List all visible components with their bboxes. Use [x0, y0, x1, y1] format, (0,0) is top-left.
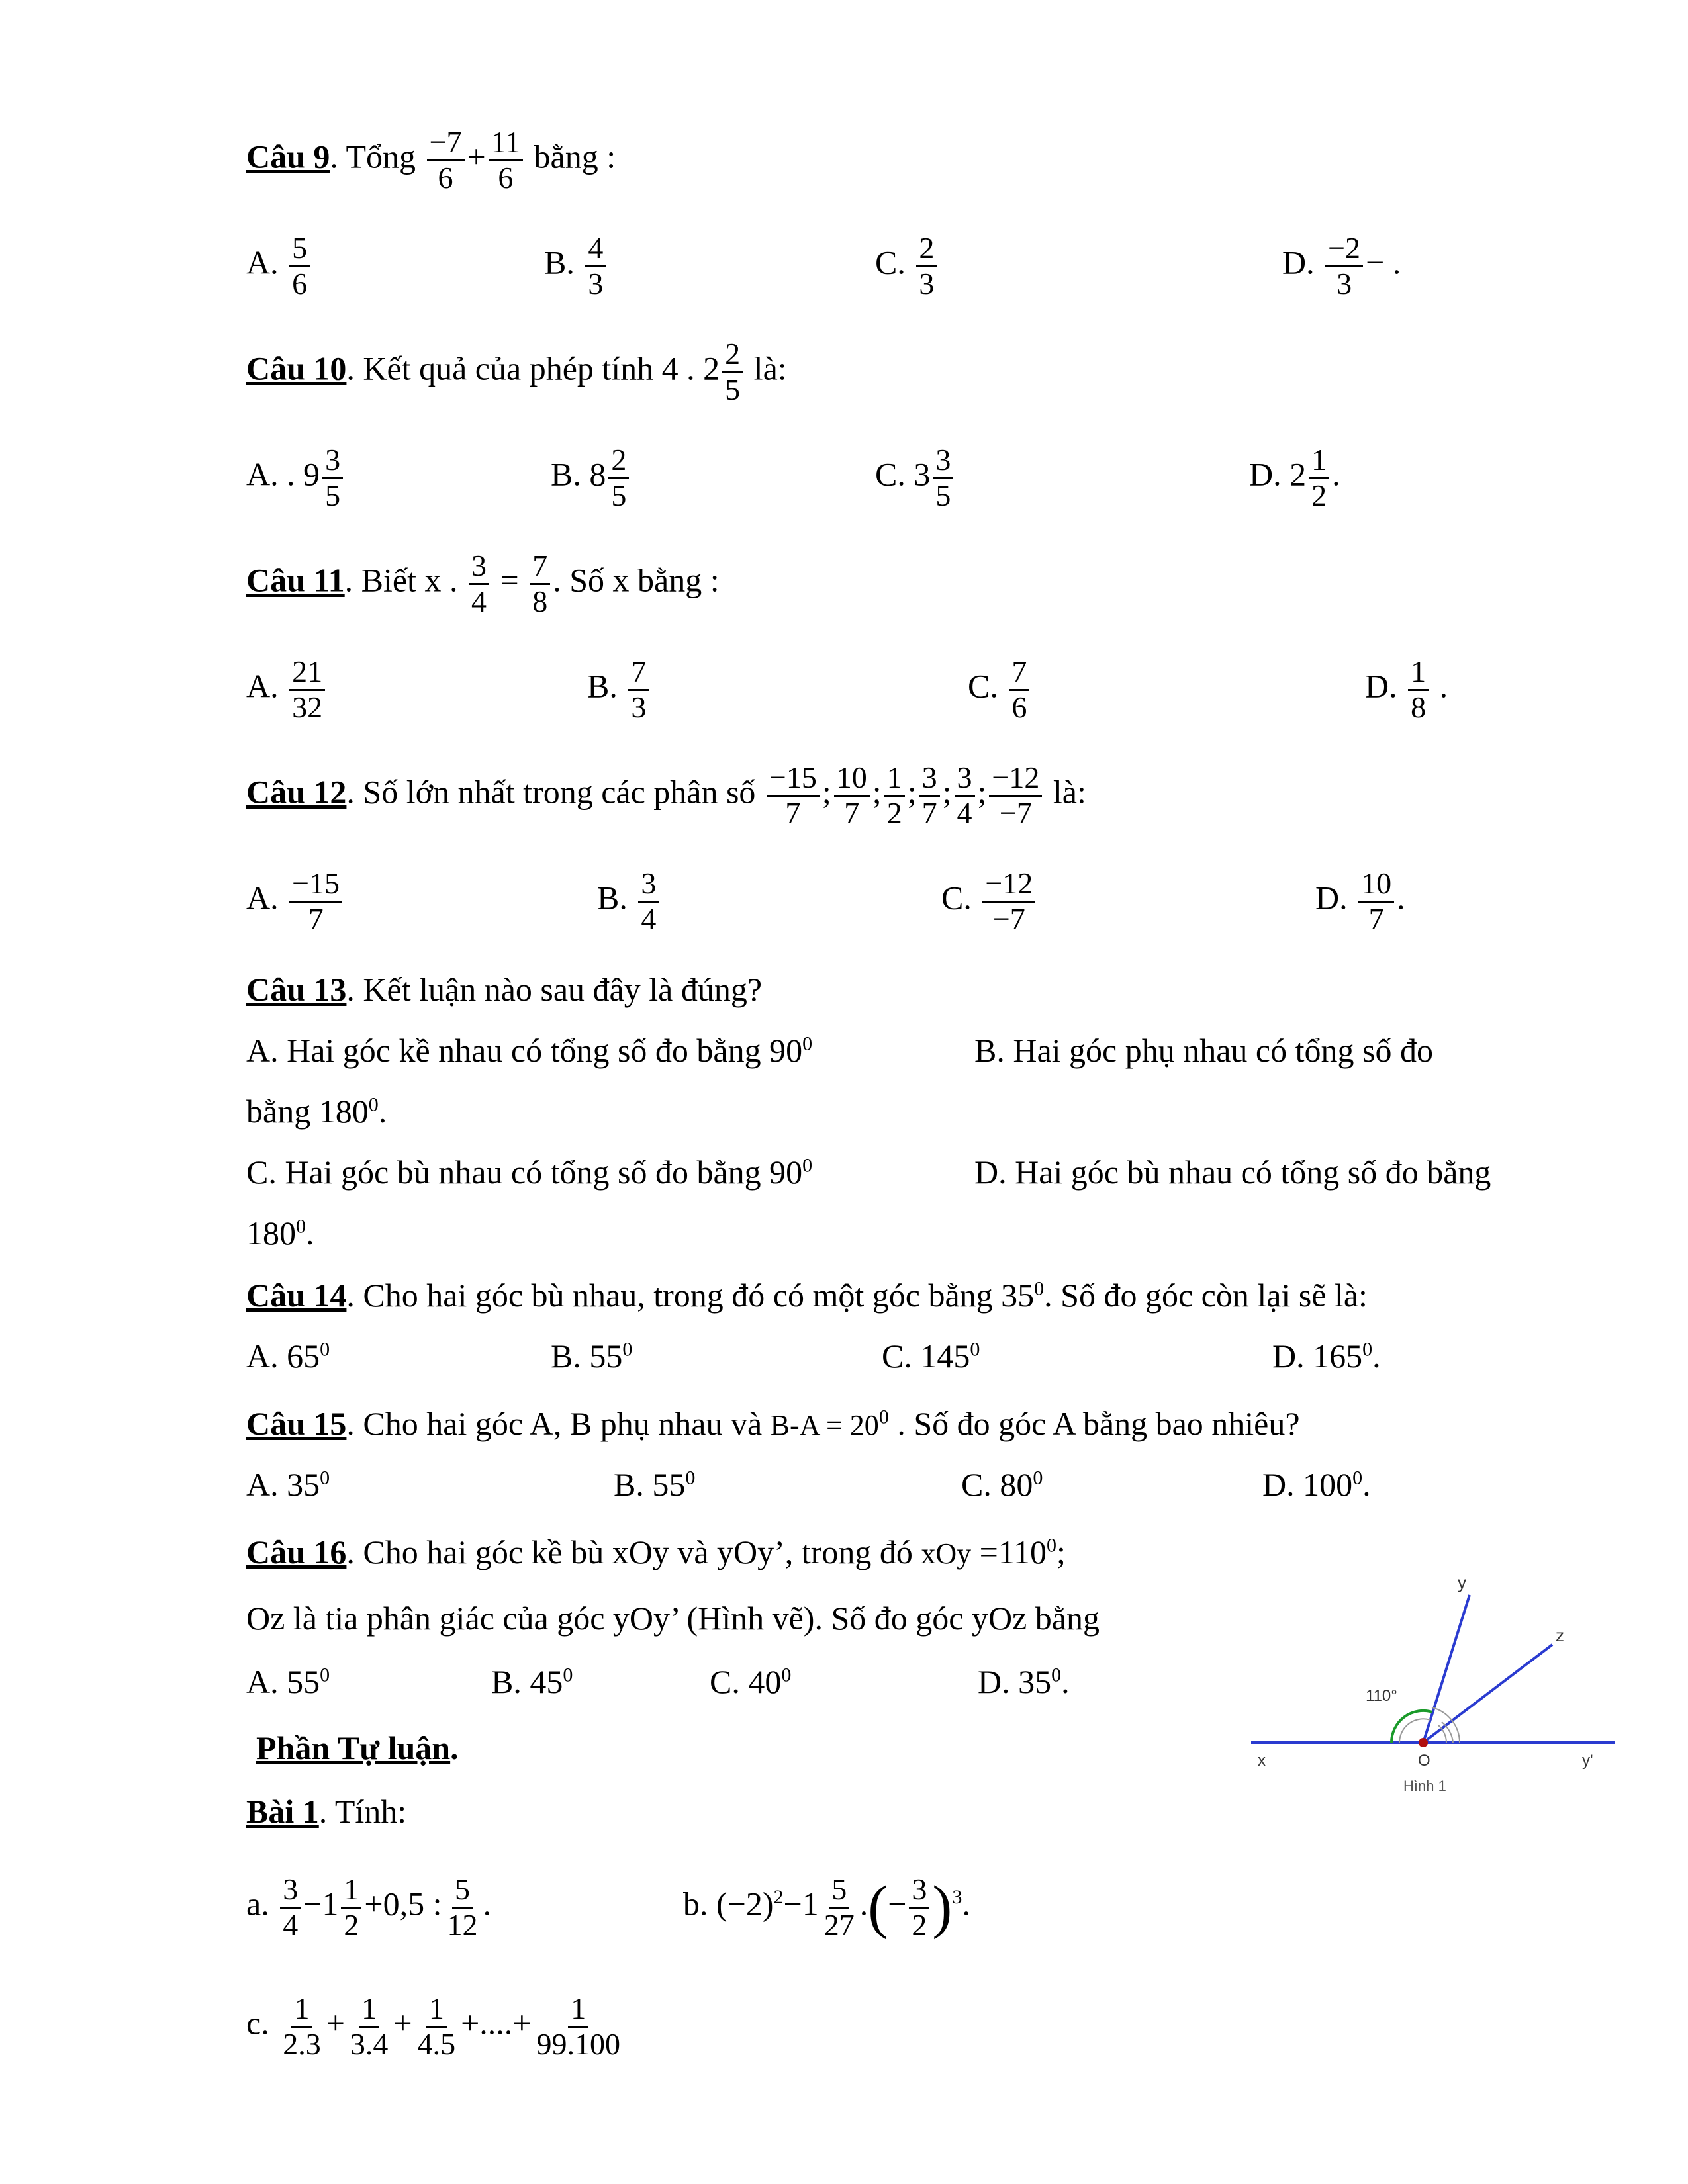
- q15-option-a: A. $35^0$: [246, 1466, 330, 1503]
- q13-option-d-cont: $180^0$.: [246, 1214, 314, 1251]
- q11-option-c: C. $\frac{7}{6}$: [968, 655, 1032, 724]
- question-10: [246, 338, 787, 406]
- bai1-b: b. $(-2)^2-1$ $\frac{5}{27}$ .(− $\frac{3}{2}$ )$^3$.: [683, 1872, 970, 1942]
- essay-title: Phần Tự luận.: [256, 1729, 459, 1766]
- q11-option-a: A. $\frac{21}{32}$: [246, 655, 328, 724]
- q9-label: Câu 9: [246, 138, 330, 175]
- q12-option-b: B. $\frac{3}{4}$: [597, 867, 661, 936]
- q13-option-d: D. Hai góc bù nhau có tổng số đo bằng: [974, 1154, 1491, 1191]
- question-15: Câu 15. Cho hai góc A, B phụ nhau và $B-A = 20^0$ . Số đo góc A bằng bao nhiêu?: [246, 1405, 1300, 1442]
- q11-prefix: . Biết x .: [344, 561, 458, 599]
- q9-option-d: D. $\frac{-2}{3}$ − .: [1282, 231, 1401, 300]
- label-y: y: [1458, 1572, 1466, 1592]
- q16-label: Câu 16: [246, 1533, 347, 1570]
- q9-option-c: C. $\frac{2}{3}$: [875, 232, 939, 300]
- q10-suffix: là:: [753, 349, 787, 387]
- q11-option-d: D. $\frac{1}{8}$ .: [1365, 655, 1448, 724]
- q13-option-c: C. Hai góc bù nhau có tổng số đo bằng $90^0$: [246, 1154, 813, 1191]
- q10-prefix: . Kết quả của phép tính 4 . 2: [346, 349, 720, 387]
- q12-frac-1: $\frac{-15}{7}$: [767, 761, 820, 830]
- q14-option-b: B. $55^0$: [551, 1338, 633, 1375]
- q14-option-c: C. $145^0$: [882, 1338, 980, 1375]
- q14-option-a: A. $65^0$: [246, 1338, 330, 1375]
- q11-frac1: $\frac{3}{4}$: [469, 549, 489, 618]
- q10-option-d: D. 2 $\frac{1}{2}$ .: [1249, 443, 1340, 512]
- q16-option-b: B. $45^0$: [491, 1663, 573, 1700]
- q9-op: +: [467, 138, 486, 175]
- q9-suffix: bằng :: [534, 138, 616, 175]
- q14-option-d: D. $165^0$.: [1272, 1338, 1381, 1375]
- q16-option-c: C. $40^0$: [710, 1663, 792, 1700]
- q15-label: Câu 15: [246, 1405, 347, 1442]
- ray-oz: [1423, 1645, 1552, 1743]
- label-x: x: [1258, 1752, 1266, 1770]
- label-y-prime: y': [1582, 1752, 1593, 1770]
- question-14: Câu 14. Cho hai góc bù nhau, trong đó có một góc bằng $35^0$. Số đo góc còn lại sẽ là:: [246, 1277, 1368, 1314]
- label-o: O: [1418, 1752, 1430, 1770]
- q10-frac: $\frac{2}{5}$: [722, 338, 743, 406]
- q10-option-b: B. 8 $\frac{2}{5}$: [551, 443, 632, 512]
- q12-prefix: . Số lớn nhất trong các phân số: [346, 773, 756, 811]
- bai-1-heading: Bài 1. Tính:: [246, 1793, 407, 1830]
- q9-option-b: B. $\frac{4}{3}$: [544, 232, 608, 300]
- q11-label: Câu 11: [246, 561, 345, 599]
- q9-frac2: $\frac{11}{6}$: [489, 126, 523, 195]
- q9-frac1: $\frac{-7}{6}$: [427, 126, 465, 195]
- q12-frac-4: $\frac{3}{7}$: [919, 761, 940, 830]
- angle-arc-110: [1391, 1711, 1432, 1743]
- q12-option-d: D. $\frac{10}{7}$ .: [1315, 866, 1405, 936]
- q12-suffix: là:: [1053, 773, 1086, 811]
- q15-option-b: B. $55^0$: [614, 1466, 696, 1503]
- q9-option-a: A. $\frac{5}{6}$: [246, 232, 312, 300]
- q15-option-d: D. $100^0$.: [1262, 1466, 1371, 1503]
- q10-option-c: C. 3 $\frac{3}{5}$: [875, 443, 956, 512]
- q12-option-c: C. $\frac{-12}{-7}$: [941, 867, 1038, 936]
- q12-frac-5: $\frac{3}{4}$: [955, 761, 975, 830]
- figure-caption: Hình 1: [1403, 1778, 1446, 1794]
- q11-eq: =: [500, 561, 519, 599]
- angle-figure: [1244, 1569, 1622, 1807]
- q13-label: Câu 13: [246, 971, 347, 1008]
- q12-frac-2: $\frac{10}{7}$: [834, 761, 870, 830]
- question-12: Câu 12. Số lớn nhất trong các phân số $\frac{-15}{7}$ ; $\frac{10}{7}$ ; $\frac{1}{2}$ ; $\frac{3}{7}$ ; $\frac{3}{4}$ ; $\frac{-12}{-7}$ là:: [246, 760, 1086, 830]
- bai1-c: c. $\frac{1}{2.3}$ + $\frac{1}{3.4}$ + $\frac{1}{4.5}$ +....+ $\frac{1}{99.100}$: [246, 1991, 621, 2061]
- q10-label: Câu 10: [246, 349, 347, 387]
- q12-option-a: A. $\frac{-15}{7}$: [246, 867, 345, 936]
- q13-option-b: B. Hai góc phụ nhau có tổng số đo: [974, 1032, 1433, 1069]
- q11-suffix: . Số x bằng :: [553, 561, 720, 599]
- q13-option-a: A. Hai góc kề nhau có tổng số đo bằng $90^0$: [246, 1032, 813, 1069]
- question-13: Câu 13. Kết luận nào sau đây là đúng?: [246, 971, 763, 1008]
- q12-frac-6: $\frac{-12}{-7}$: [989, 761, 1042, 830]
- q14-label: Câu 14: [246, 1277, 347, 1314]
- question-11: [246, 549, 720, 618]
- q16-line2: Oz là tia phân giác của góc yOy’ (Hình vẽ). Số đo góc yOz bằng: [246, 1600, 1100, 1637]
- q16-option-d: D. $35^0$.: [978, 1663, 1070, 1700]
- q10-option-a: A. . 9 $\frac{3}{5}$: [246, 443, 346, 512]
- label-110: 110°: [1366, 1687, 1397, 1705]
- label-z: z: [1556, 1625, 1564, 1645]
- q13-option-b-cont: bằng $180^0$.: [246, 1093, 387, 1130]
- bai1-a: a. $\frac{3}{4}$ −1 $\frac{1}{2}$ +0,5 : $\frac{5}{12}$ .: [246, 1872, 491, 1942]
- q11-frac2: $\frac{7}{8}$: [530, 549, 550, 618]
- q11-option-b: B. $\frac{7}{3}$: [587, 655, 651, 724]
- q15-option-c: C. $80^0$: [961, 1466, 1043, 1503]
- question-16: Câu 16. Cho hai góc kề bù xOy và yOy’, trong đó xOy $=110^0$;: [246, 1533, 1066, 1570]
- q12-label: Câu 12: [246, 773, 347, 811]
- q9-prefix: . Tổng: [330, 138, 416, 175]
- point-o: [1419, 1738, 1428, 1747]
- question-9: [246, 126, 616, 195]
- q12-frac-3: $\frac{1}{2}$: [884, 761, 905, 830]
- q16-option-a: A. $55^0$: [246, 1663, 330, 1700]
